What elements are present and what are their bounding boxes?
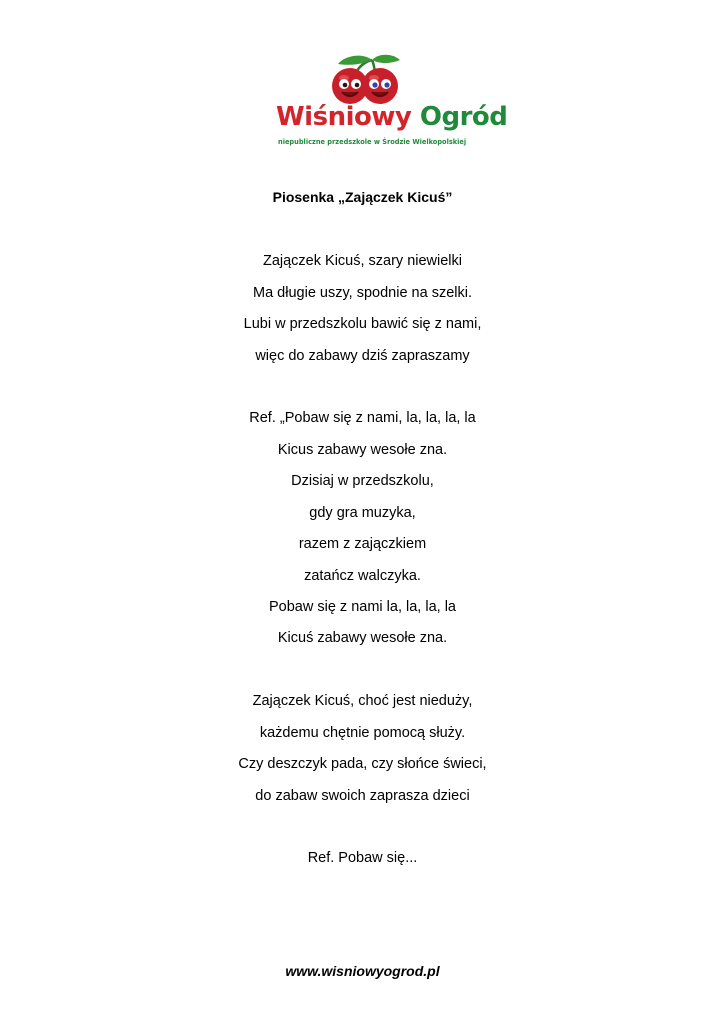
refrain-line-1: Ref. „Pobaw się z nami, la, la, la, la	[249, 410, 476, 426]
refrain-short: Ref. Pobaw się...	[307, 850, 418, 866]
logo	[276, 54, 508, 154]
stanza-1-line-1: Zajączek Kicuś, szary niewielki	[262, 253, 463, 269]
stanza-1-line-2: Ma długie uszy, spodnie na szelki.	[253, 285, 472, 301]
refrain-line-2: Kicus zabawy wesołe zna.	[277, 442, 448, 458]
song-title: Piosenka „Zajączek Kicuś”	[272, 189, 453, 205]
stanza-1-line-3: Lubi w przedszkolu bawić się z nami,	[243, 316, 482, 332]
refrain-line-8: Kicuś zabawy wesołe zna.	[277, 630, 448, 646]
logo-wordmark	[276, 102, 508, 132]
stanza-2-line-1: Zajączek Kicuś, choć jest nieduży,	[252, 693, 473, 709]
refrain-line-5: razem z zajączkiem	[298, 536, 427, 552]
logo-word-2: Ogród	[419, 102, 508, 132]
cherries-icon	[276, 54, 451, 104]
footer-website: www.wisniowyogrod.pl	[285, 963, 440, 979]
refrain-line-7: Pobaw się z nami la, la, la, la	[269, 599, 456, 615]
logo-word-1: Wiśniowy	[276, 102, 412, 132]
stanza-2-line-3: Czy deszczyk pada, czy słońce świeci,	[238, 756, 487, 772]
stanza-2-line-4: do zabaw swoich zaprasza dzieci	[255, 788, 470, 804]
refrain-line-6: zatańcz walczyka.	[304, 568, 421, 584]
logo-subtitle: niepubliczne przedszkole w Środzie Wielkopolskiej	[278, 138, 467, 146]
stanza-1-line-4: więc do zabawy dziś zapraszamy	[255, 348, 470, 364]
refrain-line-3: Dzisiaj w przedszkolu,	[291, 473, 434, 489]
stanza-2-line-2: każdemu chętnie pomocą służy.	[259, 725, 466, 741]
refrain-line-4: gdy gra muzyka,	[309, 505, 416, 521]
